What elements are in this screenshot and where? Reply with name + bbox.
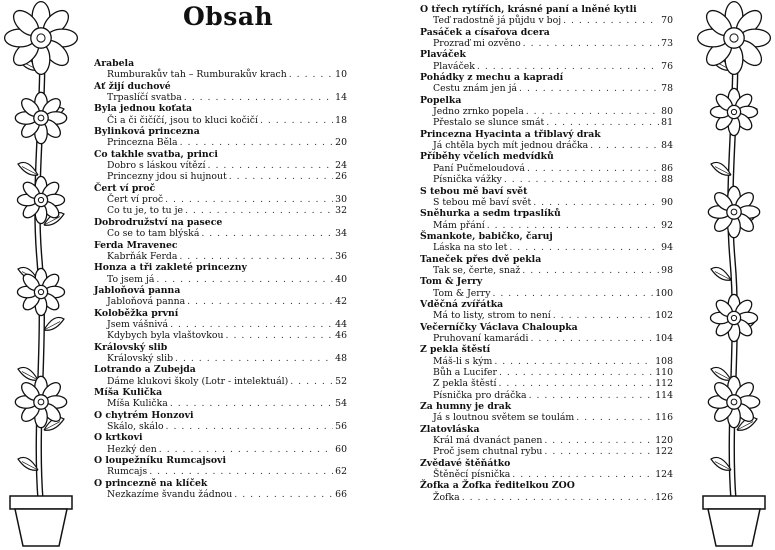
toc-entry bbox=[420, 197, 673, 208]
dot-leader bbox=[523, 38, 659, 49]
toc-section-title: Lotrando a Zubejda bbox=[94, 364, 196, 376]
dot-leader bbox=[494, 356, 653, 367]
leaf-icon bbox=[711, 267, 731, 280]
toc-entry bbox=[420, 265, 673, 276]
dot-leader bbox=[498, 378, 653, 389]
toc-page-number: 20 bbox=[335, 137, 347, 149]
toc-section-title: Jabloňová panna bbox=[94, 284, 181, 296]
toc-entry-title: Rumburakův tah – Rumburakův krach bbox=[107, 69, 287, 81]
toc-page-number: 81 bbox=[661, 117, 673, 129]
toc-entry bbox=[94, 330, 347, 341]
toc-section-title: Večerníčky Václava Chaloupka bbox=[420, 321, 578, 333]
toc-page-number: 84 bbox=[661, 140, 673, 152]
toc-section-title: Pohádky z mechu a kapradí bbox=[420, 72, 564, 84]
toc-entry-title: Má to listy, strom to není bbox=[433, 310, 551, 322]
toc-entry-title: Co tu je, to tu je bbox=[107, 205, 183, 217]
dot-leader bbox=[527, 163, 659, 174]
dot-leader bbox=[208, 160, 333, 171]
dot-leader bbox=[185, 205, 333, 216]
toc-entry-title: Písnička vážky bbox=[433, 174, 502, 186]
dot-leader bbox=[290, 376, 333, 387]
toc-section-title: Ferda Mravenec bbox=[94, 239, 178, 251]
toc-entry-title: Princezny jdou si hujnout bbox=[107, 171, 227, 183]
toc-section-title: Pasáček a císařova dcera bbox=[420, 26, 550, 38]
dot-leader bbox=[590, 140, 659, 151]
toc-entry-title: Teď radostně já půjdu v boj bbox=[433, 15, 562, 27]
toc-entry-title: Mám přání bbox=[433, 219, 485, 231]
toc-entry bbox=[94, 205, 347, 216]
toc-section-title: Dobrodružství na pasece bbox=[94, 216, 223, 228]
flower-icon bbox=[698, 2, 771, 75]
toc-page-number: 94 bbox=[661, 242, 673, 254]
toc-entry-title: Hezký den bbox=[107, 443, 157, 455]
toc-entry-title: Či a či čičíčí, jsou to kluci kočičí bbox=[107, 114, 258, 126]
toc-section-title: Míša Kulička bbox=[94, 386, 163, 398]
toc-entry bbox=[420, 220, 673, 231]
toc-page-number: 73 bbox=[661, 38, 673, 50]
toc-section-title: Za humny je drak bbox=[420, 401, 512, 413]
toc-page-number: 80 bbox=[661, 106, 673, 118]
toc-entry-title: Štěněcí písnička bbox=[433, 469, 511, 481]
toc-entry-title: Já chtěla bych mít jednou dráčka bbox=[433, 140, 589, 152]
toc-entry-title: Já s loutnou světem se toulám bbox=[433, 412, 575, 424]
dot-leader bbox=[180, 137, 333, 148]
toc-entry bbox=[420, 356, 673, 367]
toc-entry bbox=[94, 398, 347, 409]
toc-entry-title: Čert ví proč bbox=[107, 194, 164, 206]
toc-page-number: 122 bbox=[655, 446, 673, 458]
toc-section-title: Tom & Jerry bbox=[420, 276, 483, 288]
toc-entry bbox=[94, 421, 347, 432]
toc-entry bbox=[420, 242, 673, 253]
toc-page-number: 14 bbox=[335, 92, 347, 104]
toc-section-title: Královský slib bbox=[94, 341, 168, 353]
toc-entry-title: Trpaslíčí svatba bbox=[107, 92, 182, 104]
toc-entry bbox=[420, 333, 673, 344]
toc-page-number: 30 bbox=[335, 194, 347, 206]
toc-entry-title: Nezkazíme švandu žádnou bbox=[107, 489, 233, 501]
toc-section-title: Arabela bbox=[94, 58, 135, 69]
toc-entry-title: Jsem vášnivá bbox=[107, 318, 169, 330]
flower-icon bbox=[710, 88, 757, 135]
flower-icon bbox=[5, 2, 78, 75]
dot-leader bbox=[165, 194, 333, 205]
toc-section-title: Co takhle svatba, princi bbox=[94, 148, 218, 160]
leaf-icon bbox=[18, 367, 38, 380]
flower-icon bbox=[17, 176, 64, 223]
toc-entry-title: Pruhovaní kamarádi bbox=[433, 332, 529, 344]
toc-page-number: 46 bbox=[335, 330, 347, 342]
toc-entry-title: Kdybych byla vlaštovkou bbox=[107, 330, 224, 342]
toc-entry bbox=[420, 83, 673, 94]
toc-section-title: Příběhy včelích medvídků bbox=[420, 151, 554, 163]
toc-entry bbox=[94, 69, 347, 80]
page-title: Obsah bbox=[183, 2, 274, 31]
dot-leader bbox=[462, 492, 654, 503]
toc-page-number: 104 bbox=[655, 332, 673, 344]
dot-leader bbox=[519, 83, 659, 94]
leaf-icon bbox=[18, 457, 38, 470]
toc-section-title: Zlatovláska bbox=[420, 423, 480, 435]
toc-entry bbox=[420, 117, 673, 128]
toc-section-title: Šmankote, babičko, čaruj bbox=[420, 230, 553, 242]
toc-entry-title: Bůh a Lucifer bbox=[433, 367, 497, 378]
leaf-icon bbox=[711, 367, 731, 380]
toc-entry-title: Rumcajs bbox=[107, 466, 148, 478]
toc-entry bbox=[94, 251, 347, 262]
toc-page-number: 36 bbox=[335, 250, 347, 262]
toc-entry-title: Dobro s láskou vítězí bbox=[107, 160, 206, 172]
leaf-icon bbox=[18, 162, 38, 175]
toc-entry-title: Míša Kulička bbox=[107, 398, 168, 410]
dot-leader bbox=[175, 353, 333, 364]
toc-entry bbox=[94, 137, 347, 148]
toc-page-number: 26 bbox=[335, 171, 347, 183]
dot-leader bbox=[576, 412, 653, 423]
toc-entry bbox=[420, 38, 673, 49]
dot-leader bbox=[546, 117, 659, 128]
toc-page-number: 116 bbox=[655, 412, 673, 424]
dot-leader bbox=[509, 242, 659, 253]
flower-icon bbox=[708, 376, 759, 427]
toc-page-number: 42 bbox=[335, 296, 347, 308]
toc-page-number: 24 bbox=[335, 160, 347, 172]
toc-entry bbox=[420, 106, 673, 117]
dot-leader bbox=[234, 489, 333, 500]
dot-leader bbox=[179, 251, 333, 262]
toc-page-number: 86 bbox=[661, 162, 673, 174]
dot-leader bbox=[499, 367, 653, 378]
toc-entry bbox=[420, 469, 673, 480]
dot-leader bbox=[187, 296, 333, 307]
toc-page-number: 108 bbox=[655, 355, 673, 367]
toc-page-number: 124 bbox=[655, 469, 673, 481]
toc-section-title: Byla jednou koťata bbox=[94, 103, 193, 115]
toc-section-title: Koloběžka první bbox=[94, 307, 179, 319]
dot-leader bbox=[529, 390, 654, 401]
dot-leader bbox=[229, 171, 333, 182]
dot-leader bbox=[170, 398, 333, 409]
toc-section-title: Plaváček bbox=[420, 49, 466, 61]
toc-page-number: 126 bbox=[655, 491, 673, 503]
dot-leader bbox=[166, 421, 333, 432]
toc-entry bbox=[94, 466, 347, 477]
toc-page-number: 102 bbox=[655, 310, 673, 322]
leaf-icon bbox=[711, 457, 731, 470]
toc-entry bbox=[94, 444, 347, 455]
toc-entry bbox=[94, 160, 347, 171]
toc-page-number: 66 bbox=[335, 489, 347, 501]
toc-page-number: 76 bbox=[661, 60, 673, 72]
toc-entry-title: Přestalo se slunce smát bbox=[433, 117, 545, 129]
toc-entry bbox=[420, 174, 673, 185]
toc-entry-title: Král má dvanáct panen bbox=[433, 435, 543, 447]
toc-entry bbox=[94, 115, 347, 126]
toc-entry-title: Skálo, skálo bbox=[107, 421, 164, 432]
toc-entry bbox=[420, 61, 673, 72]
toc-entry-title: Cestu znám jen já bbox=[433, 83, 518, 95]
toc-page-number: 48 bbox=[335, 352, 347, 364]
toc-entry-title: Co se to tam blýská bbox=[107, 228, 200, 240]
dot-leader bbox=[522, 265, 659, 276]
toc-entry bbox=[420, 140, 673, 151]
leaf-icon bbox=[44, 317, 64, 330]
dot-leader bbox=[226, 330, 333, 341]
toc-entry bbox=[94, 296, 347, 307]
toc-entry bbox=[94, 353, 347, 364]
toc-entry-title: Prozraď mi ozvěno bbox=[433, 38, 521, 50]
dot-leader bbox=[563, 15, 659, 26]
toc-entry bbox=[94, 376, 347, 387]
toc-column-left bbox=[94, 58, 347, 500]
toc-page-number: 32 bbox=[335, 205, 347, 217]
toc-entry-title: Tak se, čerte, snaž bbox=[433, 264, 521, 276]
toc-page-number: 78 bbox=[661, 83, 673, 95]
dot-leader bbox=[184, 92, 333, 103]
dot-leader bbox=[487, 220, 659, 231]
toc-page-number: 60 bbox=[335, 443, 347, 455]
toc-page-number: 70 bbox=[661, 15, 673, 27]
toc-entry-title: S tebou mě baví svět bbox=[433, 196, 532, 208]
dot-leader bbox=[159, 444, 333, 455]
toc-entry bbox=[420, 378, 673, 389]
dot-leader bbox=[533, 197, 659, 208]
toc-entry-title: Princezna Běla bbox=[107, 137, 178, 149]
toc-page-number: 120 bbox=[655, 435, 673, 447]
toc-section-title: Popelka bbox=[420, 94, 462, 106]
dot-leader bbox=[553, 310, 654, 321]
toc-entry-title: Písnička pro dráčka bbox=[433, 389, 527, 401]
toc-page-number: 90 bbox=[661, 196, 673, 208]
toc-section-title: Taneček přes dvě pekla bbox=[420, 253, 542, 265]
toc-entry bbox=[94, 194, 347, 205]
dot-leader bbox=[504, 174, 659, 185]
toc-entry bbox=[94, 274, 347, 285]
toc-section-title: Ať žijí duchové bbox=[94, 80, 171, 92]
toc-section-title: Zvědavé štěňátko bbox=[420, 457, 511, 469]
flower-pot-icon bbox=[703, 496, 765, 546]
toc-entry bbox=[420, 367, 673, 378]
dot-leader bbox=[512, 469, 653, 480]
toc-section-title: Princezna Hyacinta a třiblavý drak bbox=[420, 128, 601, 140]
toc-page-number: 110 bbox=[655, 367, 673, 378]
toc-section-title: Z pekla štěstí bbox=[420, 344, 491, 356]
toc-entry bbox=[420, 15, 673, 26]
toc-page-number: 62 bbox=[335, 466, 347, 478]
toc-entry bbox=[420, 412, 673, 423]
dot-leader bbox=[170, 319, 333, 330]
flower-vine-left-decoration bbox=[0, 0, 82, 550]
toc-page-number: 34 bbox=[335, 228, 347, 240]
toc-entry-title: Jabloňová panna bbox=[107, 296, 186, 308]
toc-entry-title: Máš-li s kým bbox=[433, 355, 493, 367]
toc-entry bbox=[420, 492, 673, 503]
toc-entry-title: Z pekla štěstí bbox=[433, 378, 497, 390]
flower-icon bbox=[708, 186, 759, 237]
toc-entry-title: Jedno zrnko popela bbox=[433, 106, 524, 118]
toc-entry-title: Tom & Jerry bbox=[433, 287, 491, 299]
flower-icon bbox=[15, 92, 66, 143]
toc-entry-title: To jsem já bbox=[107, 273, 155, 285]
toc-entry-title: Kabrňák Ferda bbox=[107, 250, 178, 262]
toc-section-title: Vděčná zvířátka bbox=[420, 298, 504, 310]
toc-page-number: 54 bbox=[335, 398, 347, 410]
toc-page-number: 114 bbox=[655, 389, 673, 401]
toc-entry bbox=[420, 288, 673, 299]
dot-leader bbox=[149, 466, 333, 477]
dot-leader bbox=[477, 61, 659, 72]
dot-leader bbox=[544, 435, 653, 446]
toc-page-number: 52 bbox=[335, 375, 347, 387]
flower-vine-right-decoration bbox=[693, 0, 775, 550]
flower-icon bbox=[15, 376, 66, 427]
leaf-icon bbox=[711, 162, 731, 175]
toc-entry-title: Plaváček bbox=[433, 60, 475, 72]
toc-entry bbox=[94, 228, 347, 239]
toc-entry bbox=[94, 171, 347, 182]
toc-page-number: 100 bbox=[655, 287, 673, 299]
dot-leader bbox=[260, 115, 333, 126]
toc-entry-title: Proč jsem chutnal rybu bbox=[433, 446, 543, 458]
dot-leader bbox=[530, 333, 653, 344]
toc-entry bbox=[94, 489, 347, 500]
dot-leader bbox=[544, 446, 653, 457]
toc-entry-title: Žofka bbox=[433, 491, 460, 503]
toc-section-title: O krtkovi bbox=[94, 432, 143, 444]
toc-section-title: O chytrém Honzovi bbox=[94, 409, 194, 421]
dot-leader bbox=[526, 106, 659, 117]
toc-section-title: O princezně na klíček bbox=[94, 477, 208, 489]
toc-page-number: 44 bbox=[335, 318, 347, 330]
toc-entry bbox=[420, 435, 673, 446]
toc-page-number: 40 bbox=[335, 273, 347, 285]
toc-section-title: Žofka a Žofka ředitelkou ZOO bbox=[420, 480, 575, 492]
toc-page-number: 98 bbox=[661, 264, 673, 276]
toc-section-title: S tebou mě baví svět bbox=[420, 185, 528, 197]
toc-entry-title: Dáme klukovi školy (Lotr - intelektuál) bbox=[107, 375, 289, 387]
toc-entry bbox=[420, 446, 673, 457]
toc-section-title: O loupežníku Rumcajsovi bbox=[94, 455, 226, 467]
toc-page-number: 18 bbox=[335, 114, 347, 126]
toc-entry bbox=[420, 163, 673, 174]
flower-icon bbox=[17, 268, 64, 315]
toc-page-number: 88 bbox=[661, 174, 673, 186]
toc-entry bbox=[420, 390, 673, 401]
toc-section-title: Bylinková princezna bbox=[94, 126, 200, 138]
toc-entry-title: Paní Pučmeloudová bbox=[433, 162, 525, 174]
dot-leader bbox=[201, 228, 333, 239]
toc-page-number: 112 bbox=[655, 378, 673, 390]
toc-section-title: Honza a tři zakleté princezny bbox=[94, 262, 247, 274]
dot-leader bbox=[289, 69, 333, 80]
toc-page-number: 92 bbox=[661, 219, 673, 231]
toc-entry bbox=[94, 92, 347, 103]
toc-entry bbox=[94, 319, 347, 330]
dot-leader bbox=[156, 274, 333, 285]
toc-entry-title: Láska na sto let bbox=[433, 242, 508, 254]
toc-section-title: Sněhurka a sedm trpaslíků bbox=[420, 208, 561, 220]
toc-page-number: 56 bbox=[335, 421, 347, 432]
toc-entry bbox=[420, 310, 673, 321]
toc-section-title: Čert ví proč bbox=[94, 182, 156, 194]
toc-section-title: O třech rytířích, krásné paní a lněné kytli bbox=[420, 4, 637, 15]
flower-icon bbox=[710, 294, 757, 341]
toc-entry-title: Královský slib bbox=[107, 352, 174, 364]
toc-page-number: 10 bbox=[335, 69, 347, 81]
flower-pot-icon bbox=[10, 496, 72, 546]
toc-column-right bbox=[420, 4, 673, 503]
dot-leader bbox=[492, 288, 653, 299]
